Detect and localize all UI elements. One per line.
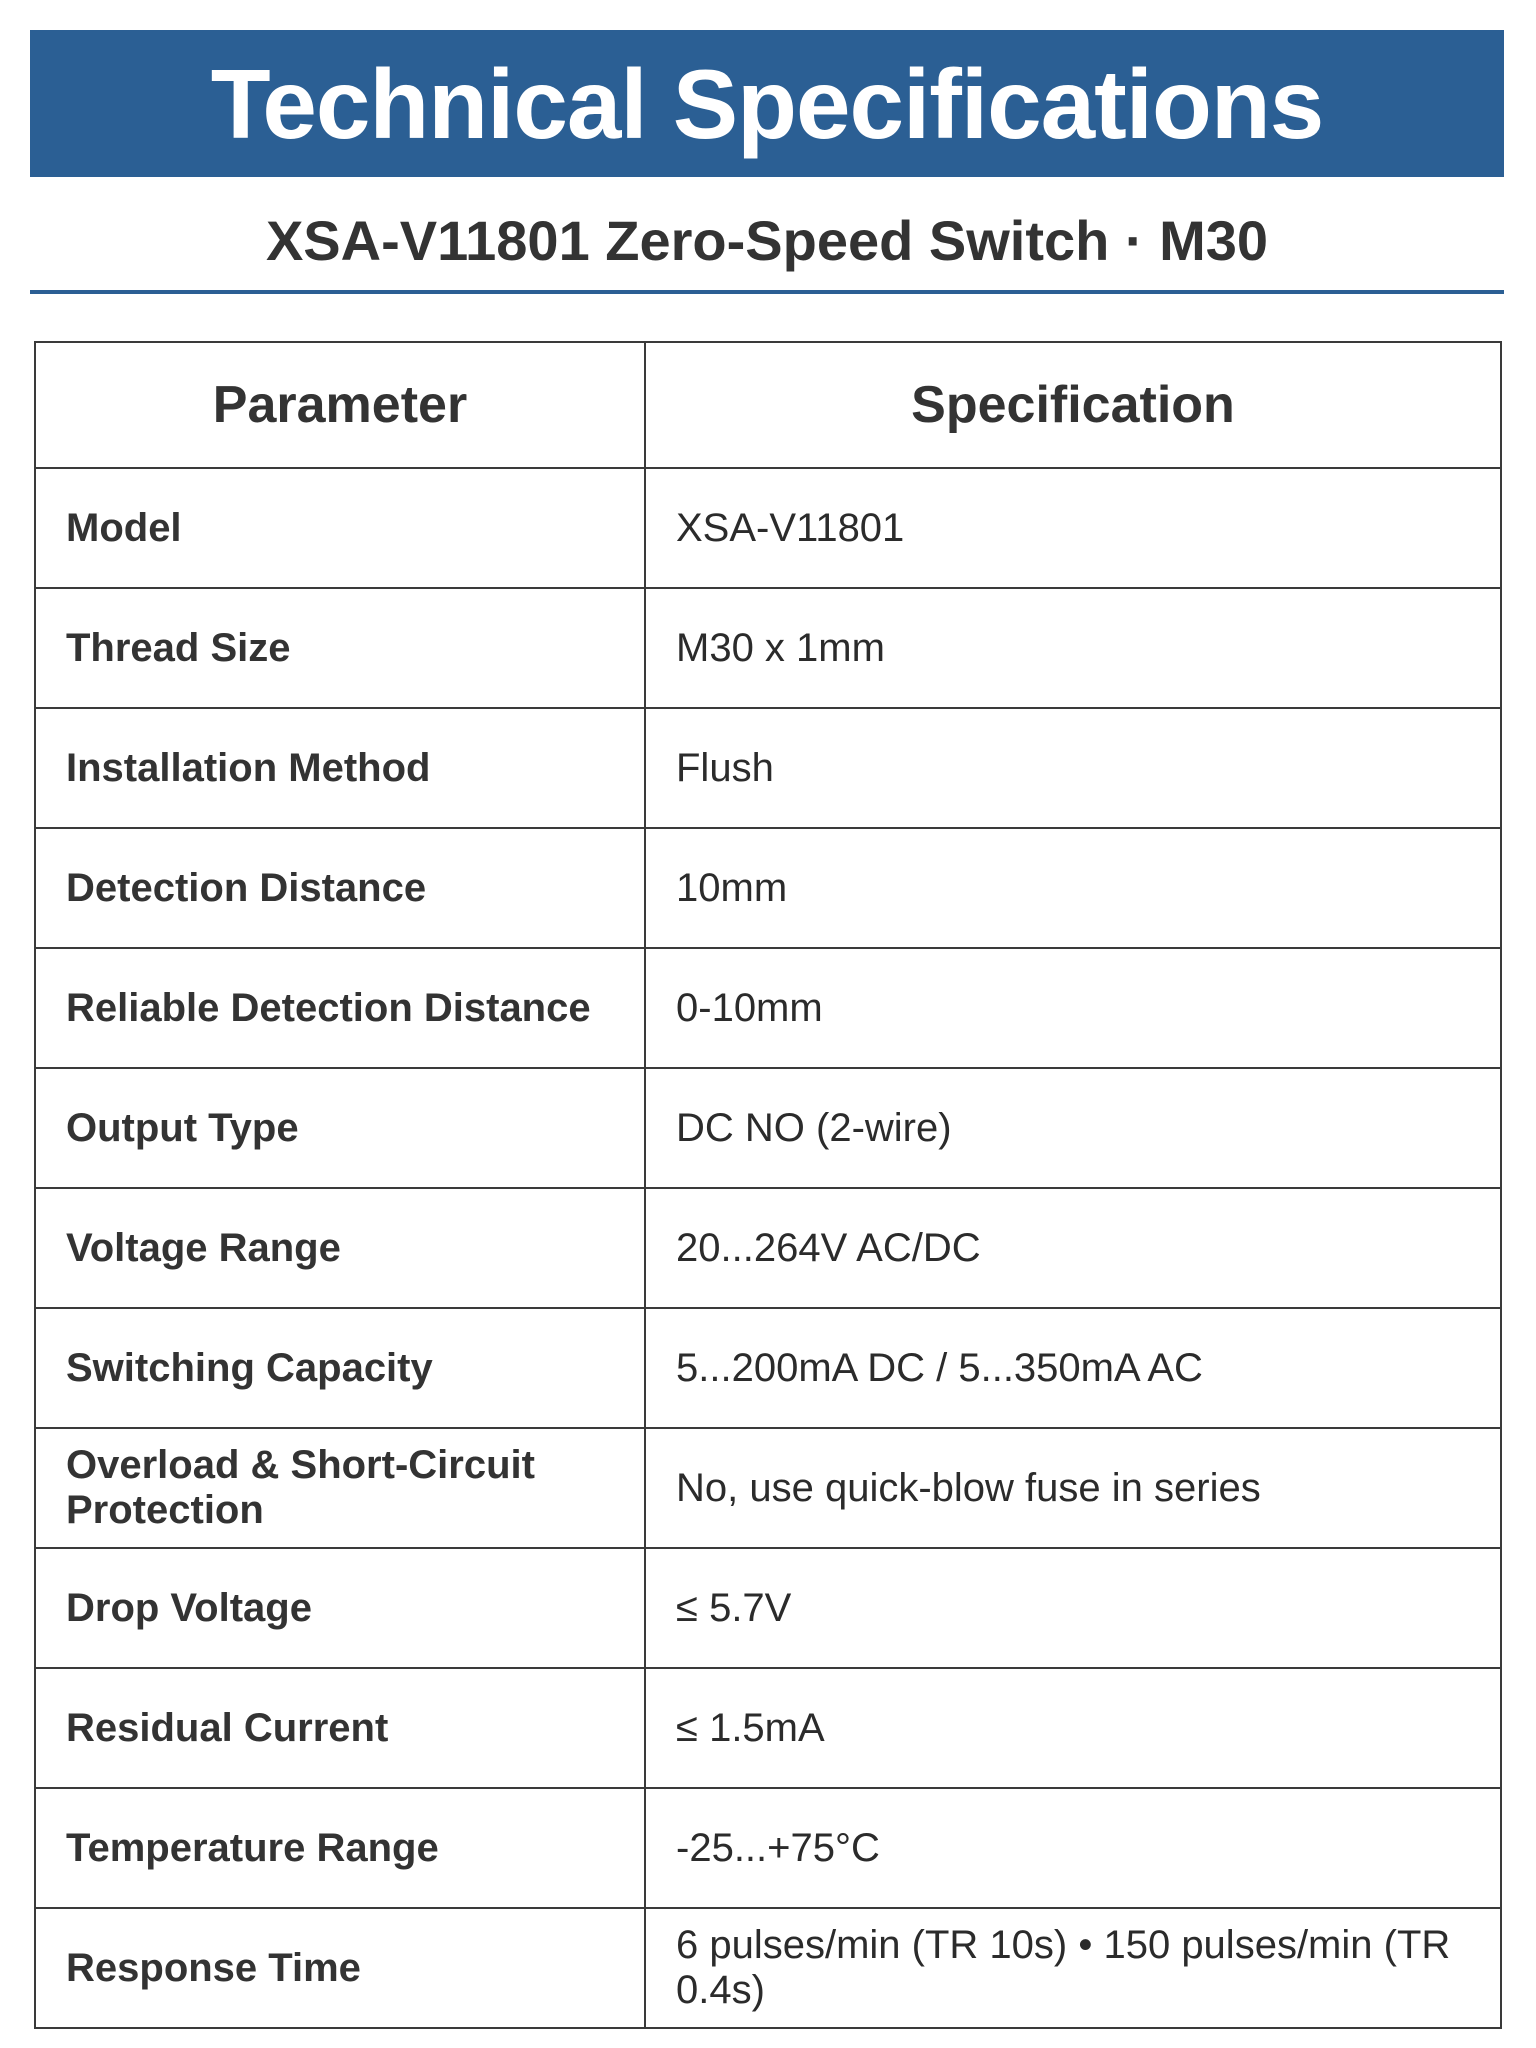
spec-table-header — [35, 342, 1501, 468]
page-subtitle: XSA-V11801 Zero-Speed Switch · M30 — [265, 208, 1269, 272]
table-row — [35, 1668, 1501, 1788]
parameter-cell: Drop Voltage — [35, 1548, 645, 1668]
parameter-cell: Output Type — [35, 1068, 645, 1188]
specification-cell: ≤ 5.7V — [645, 1548, 1501, 1668]
parameter-cell: Reliable Detection Distance — [35, 948, 645, 1068]
parameter-cell: Detection Distance — [35, 828, 645, 948]
title-bar — [30, 30, 1504, 177]
specification-cell: Flush — [645, 708, 1501, 828]
table-row — [35, 1428, 1501, 1548]
header-row — [35, 342, 1501, 468]
table-row — [35, 948, 1501, 1068]
specification-cell: 20...264V AC/DC — [645, 1188, 1501, 1308]
spec-table-body — [35, 468, 1501, 2028]
table-row — [35, 1788, 1501, 1908]
specification-cell: M30 x 1mm — [645, 588, 1501, 708]
table-row — [35, 828, 1501, 948]
parameter-cell: Voltage Range — [35, 1188, 645, 1308]
page-title: Technical Specifications — [210, 48, 1324, 159]
parameter-cell: Thread Size — [35, 588, 645, 708]
parameter-cell: Model — [35, 468, 645, 588]
parameter-cell: Temperature Range — [35, 1788, 645, 1908]
spec-table — [34, 341, 1502, 2029]
parameter-cell: Switching Capacity — [35, 1308, 645, 1428]
table-row — [35, 1548, 1501, 1668]
specification-cell: ≤ 1.5mA — [645, 1668, 1501, 1788]
specification-cell: 6 pulses/min (TR 10s) • 150 pulses/min (TR 0.4s) — [645, 1908, 1501, 2028]
table-row — [35, 1308, 1501, 1428]
parameter-cell: Installation Method — [35, 708, 645, 828]
specification-cell: 0-10mm — [645, 948, 1501, 1068]
specification-cell: -25...+75°C — [645, 1788, 1501, 1908]
column-header-specification: Specification — [645, 342, 1501, 468]
table-row — [35, 1908, 1501, 2028]
table-row — [35, 708, 1501, 828]
table-row — [35, 588, 1501, 708]
specification-cell: XSA-V11801 — [645, 468, 1501, 588]
specification-cell: DC NO (2-wire) — [645, 1068, 1501, 1188]
parameter-cell: Residual Current — [35, 1668, 645, 1788]
table-row — [35, 1068, 1501, 1188]
parameter-cell: Overload & Short-Circuit Protection — [35, 1428, 645, 1548]
table-row — [35, 468, 1501, 588]
specification-cell: No, use quick-blow fuse in series — [645, 1428, 1501, 1548]
table-row — [35, 1188, 1501, 1308]
specification-cell: 5...200mA DC / 5...350mA AC — [645, 1308, 1501, 1428]
parameter-cell: Response Time — [35, 1908, 645, 2028]
column-header-parameter: Parameter — [35, 342, 645, 468]
subtitle-divider — [30, 290, 1504, 294]
specification-cell: 10mm — [645, 828, 1501, 948]
